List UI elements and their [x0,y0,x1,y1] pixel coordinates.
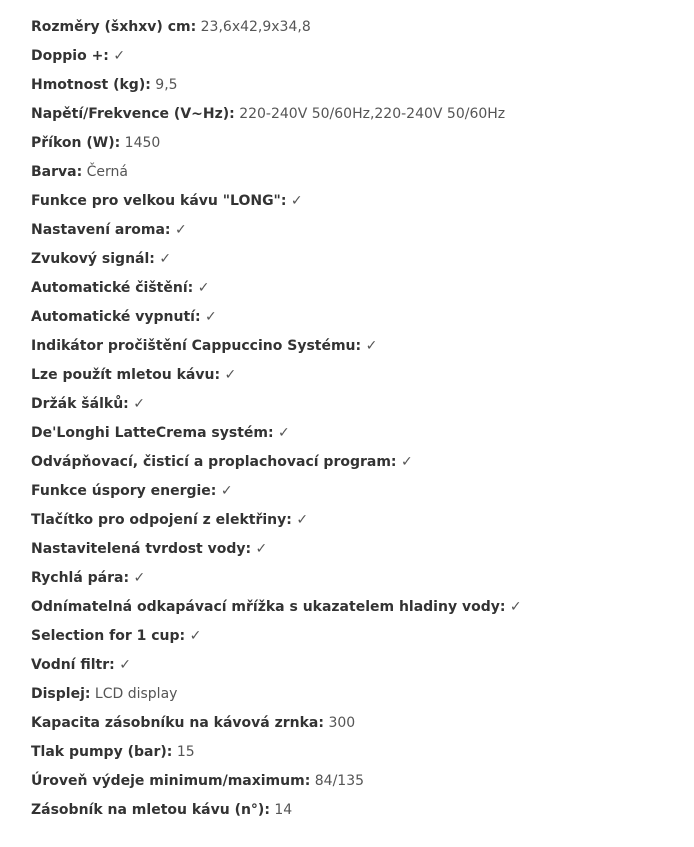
spec-row-bean-capacity [31,709,681,738]
spec-value: 14 [274,802,293,818]
spec-label: Nastavení aroma: [31,222,171,238]
spec-label: Barva: [31,164,83,180]
spec-label: Automatické čištění: [31,280,194,296]
spec-row-pump-pressure [31,738,681,767]
spec-row-quick-steam [31,564,681,593]
spec-label: Příkon (W): [31,135,121,151]
spec-label: Selection for 1 cup: [31,628,186,644]
check-icon: ✓ [133,396,145,412]
spec-list [31,13,681,825]
spec-label: Lze použít mletou kávu: [31,367,221,383]
spec-label: Hmotnost (kg): [31,77,151,93]
spec-value: 23,6x42,9x34,8 [200,19,311,35]
spec-label: Tlak pumpy (bar): [31,744,173,760]
spec-row-ground-coffee [31,361,681,390]
spec-row-long-coffee [31,187,681,216]
check-icon: ✓ [255,541,268,557]
spec-row-doppio [31,42,681,71]
check-icon: ✓ [113,48,126,64]
spec-row-lattecrema [31,419,681,448]
spec-label: Zásobník na mletou kávu (n°): [31,802,270,818]
spec-row-drip-tray [31,593,681,622]
spec-label: Automatické vypnutí: [31,309,201,325]
spec-row-energy-saving [31,477,681,506]
spec-row-auto-clean [31,274,681,303]
check-icon: ✓ [290,193,303,209]
spec-value: 84/135 [314,773,365,789]
spec-label: Funkce úspory energie: [31,483,217,499]
spec-label: Doppio +: [31,48,109,64]
spec-row-descaling [31,448,681,477]
check-icon: ✓ [224,367,237,383]
spec-row-water-hardness [31,535,681,564]
spec-row-sound-signal [31,245,681,274]
check-icon: ✓ [400,454,413,470]
spec-row-power [31,129,681,158]
check-icon: ✓ [220,483,233,499]
check-icon: ✓ [189,628,202,644]
spec-row-power-disconnect [31,506,681,535]
spec-value: LCD display [94,686,178,702]
spec-row-weight [31,71,681,100]
spec-label: Odnímatelná odkapávací mřížka s ukazatelem hladiny vody: [31,599,506,615]
check-icon: ✓ [174,222,187,238]
check-icon: ✓ [278,425,290,441]
spec-label: Indikátor pročištění Cappuccino Systému: [31,338,362,354]
spec-row-display [31,680,681,709]
spec-label: Držák šálků: [31,396,129,412]
check-icon: ✓ [205,309,217,325]
spec-row-aroma [31,216,681,245]
spec-label: Úroveň výdeje minimum/maximum: [31,773,311,789]
spec-label: Displej: [31,686,91,702]
spec-label: Odvápňovací, čisticí a proplachovací program: [31,454,397,470]
spec-row-cup-holder [31,390,681,419]
spec-value: Černá [86,164,129,180]
spec-row-voltage [31,100,681,129]
check-icon: ✓ [365,338,378,354]
spec-label: Rychlá pára: [31,570,130,586]
spec-row-ground-container [31,796,681,825]
spec-row-one-cup [31,622,681,651]
check-icon: ✓ [509,599,522,615]
spec-label: Napětí/Frekvence (V~Hz): [31,106,235,122]
spec-label: Zvukový signál: [31,251,155,267]
spec-value: 220-240V 50/60Hz,220-240V 50/60Hz [239,106,506,122]
spec-label: Rozměry (šxhxv) cm: [31,19,197,35]
spec-row-water-filter [31,651,681,680]
spec-value: 300 [328,715,356,731]
check-icon: ✓ [197,280,210,296]
spec-row-color [31,158,681,187]
spec-label: Vodní filtr: [31,657,115,673]
spec-value: 15 [176,744,195,760]
spec-row-auto-off [31,303,681,332]
check-icon: ✓ [119,657,131,673]
spec-row-dimensions [31,13,681,42]
check-icon: ✓ [133,570,146,586]
spec-label: Tlačítko pro odpojení z elektřiny: [31,512,292,528]
spec-row-dispense-level [31,767,681,796]
spec-label: De'Longhi LatteCrema systém: [31,425,274,441]
spec-label: Nastavitelená tvrdost vody: [31,541,252,557]
check-icon: ✓ [159,251,172,267]
spec-value: 9,5 [155,77,178,93]
spec-label: Kapacita zásobníku na kávová zrnka: [31,715,324,731]
spec-value: 1450 [124,135,161,151]
check-icon: ✓ [296,512,309,528]
spec-row-cappuccino-indicator [31,332,681,361]
spec-label: Funkce pro velkou kávu "LONG": [31,193,287,209]
